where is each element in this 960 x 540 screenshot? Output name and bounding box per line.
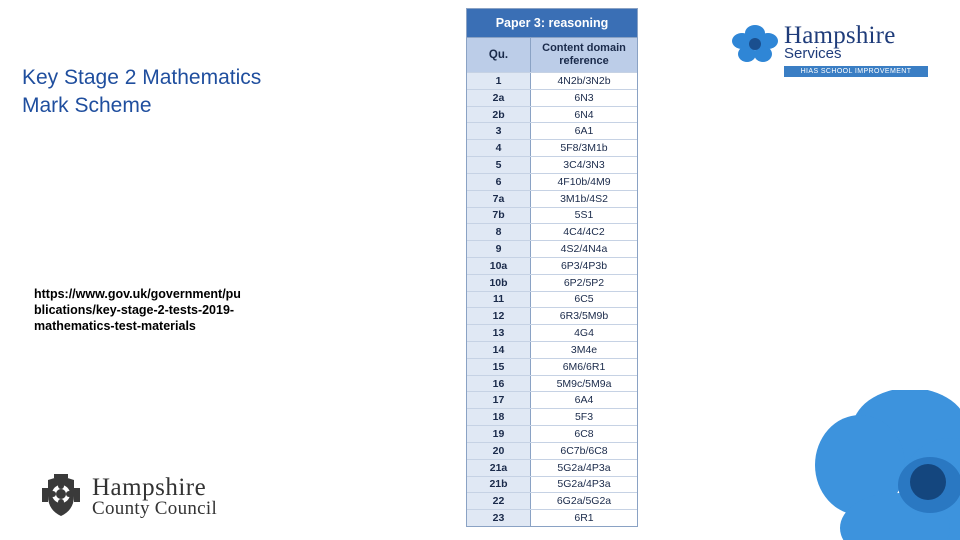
question-number: 10b [467, 275, 531, 291]
table-body [467, 72, 637, 526]
question-number: 2b [467, 107, 531, 123]
hcc-logo-name: Hampshire [92, 474, 207, 501]
content-domain-ref: 6G2a/5G2a [556, 495, 612, 508]
header-question: Qu. [467, 38, 531, 72]
content-domain-ref: 4S2/4N4a [560, 243, 608, 256]
slide-title-line1: Key Stage 2 Mathematics [22, 66, 262, 89]
question-number: 5 [467, 157, 531, 173]
content-domain-ref: 4F10b/4M9 [557, 175, 611, 188]
slide-title [22, 64, 352, 120]
content-domain-ref: 6C7b/6C8 [560, 444, 608, 457]
question-number: 15 [467, 359, 531, 375]
content-domain-ref: 3M4e [570, 343, 598, 356]
content-domain-ref: 6A4 [574, 394, 594, 407]
flower-icon [730, 24, 780, 64]
crest-icon [40, 474, 82, 518]
slide-title-line2: Mark Scheme [22, 94, 152, 117]
content-domain-ref: 4N2b/3N2b [557, 74, 611, 87]
question-number: 16 [467, 376, 531, 392]
table-row [467, 72, 637, 89]
table-row [467, 341, 637, 358]
table-row [467, 307, 637, 324]
table-title: Paper 3: reasoning [467, 9, 637, 37]
content-domain-ref: 6N4 [574, 108, 594, 121]
question-number: 7a [467, 191, 531, 207]
table-row [467, 425, 637, 442]
table-row [467, 156, 637, 173]
question-number: 1 [467, 73, 531, 89]
content-domain-ref: 6R1 [574, 512, 594, 525]
table-row [467, 324, 637, 341]
question-number: 3 [467, 123, 531, 139]
content-domain-ref: 6A1 [574, 125, 594, 138]
table-row [467, 408, 637, 425]
content-domain-ref: 5S1 [574, 209, 594, 222]
content-domain-ref: 5M9c/5M9a [556, 377, 612, 390]
hs-logo-subname: Services [784, 45, 842, 62]
table-row [467, 173, 637, 190]
question-number: 19 [467, 426, 531, 442]
content-domain-ref: 5F8/3M1b [560, 142, 608, 155]
hcc-logo-subname: County Council [92, 498, 218, 519]
content-domain-ref: 3C4/3N3 [563, 158, 605, 171]
table-row [467, 190, 637, 207]
content-domain-ref: 6C5 [574, 293, 594, 306]
question-number: 17 [467, 392, 531, 408]
decorative-flower-icon [800, 390, 960, 540]
hampshire-county-council-logo [40, 474, 260, 520]
table-row [467, 492, 637, 509]
question-number: 9 [467, 241, 531, 257]
question-number: 4 [467, 140, 531, 156]
question-number: 22 [467, 493, 531, 509]
content-domain-ref: 4G4 [574, 327, 594, 340]
content-domain-ref: 6R3/5M9b [559, 310, 609, 323]
question-number: 11 [467, 292, 531, 308]
table-row [467, 476, 637, 493]
table-row [467, 459, 637, 476]
table-row [467, 375, 637, 392]
question-number: 10a [467, 258, 531, 274]
table-row [467, 391, 637, 408]
table-header-row [467, 37, 637, 72]
question-number: 23 [467, 510, 531, 526]
content-domain-table [466, 8, 638, 527]
hs-logo-name: Hampshire [784, 22, 896, 49]
table-row [467, 509, 637, 526]
content-domain-ref: 5G2a/4P3a [557, 461, 611, 474]
content-domain-ref: 4C4/4C2 [563, 226, 605, 239]
source-url[interactable]: https://www.gov.uk/government/pu blications/key-stage-2-tests-2019- mathematics-test-materials [34, 287, 241, 333]
header-content-domain: Content domain reference [542, 42, 626, 67]
hampshire-services-logo [730, 22, 930, 80]
content-domain-ref: 6N3 [574, 91, 594, 104]
question-number: 6 [467, 174, 531, 190]
content-domain-ref: 6P2/5P2 [563, 276, 605, 289]
table-row [467, 240, 637, 257]
question-number: 2a [467, 90, 531, 106]
question-number: 18 [467, 409, 531, 425]
content-domain-ref: 5G2a/4P3a [557, 478, 611, 491]
table-row [467, 106, 637, 123]
table-row [467, 207, 637, 224]
table-row [467, 89, 637, 106]
table-row [467, 442, 637, 459]
table-row [467, 291, 637, 308]
question-number: 21a [467, 460, 531, 476]
question-number: 7b [467, 208, 531, 224]
question-number: 8 [467, 224, 531, 240]
hs-logo-tagline: HIAS SCHOOL IMPROVEMENT [784, 66, 928, 77]
table-row [467, 257, 637, 274]
question-number: 21b [467, 477, 531, 493]
content-domain-ref: 6M6/6R1 [562, 360, 606, 373]
question-number: 14 [467, 342, 531, 358]
table-row [467, 223, 637, 240]
table-row [467, 122, 637, 139]
question-number: 12 [467, 308, 531, 324]
content-domain-ref: 6C8 [574, 427, 594, 440]
table-row [467, 274, 637, 291]
content-domain-ref: 6P3/4P3b [560, 259, 608, 272]
table-row [467, 139, 637, 156]
question-number: 20 [467, 443, 531, 459]
question-number: 13 [467, 325, 531, 341]
content-domain-ref: 3M1b/4S2 [560, 192, 608, 205]
content-domain-ref: 5F3 [574, 411, 594, 424]
table-row [467, 358, 637, 375]
